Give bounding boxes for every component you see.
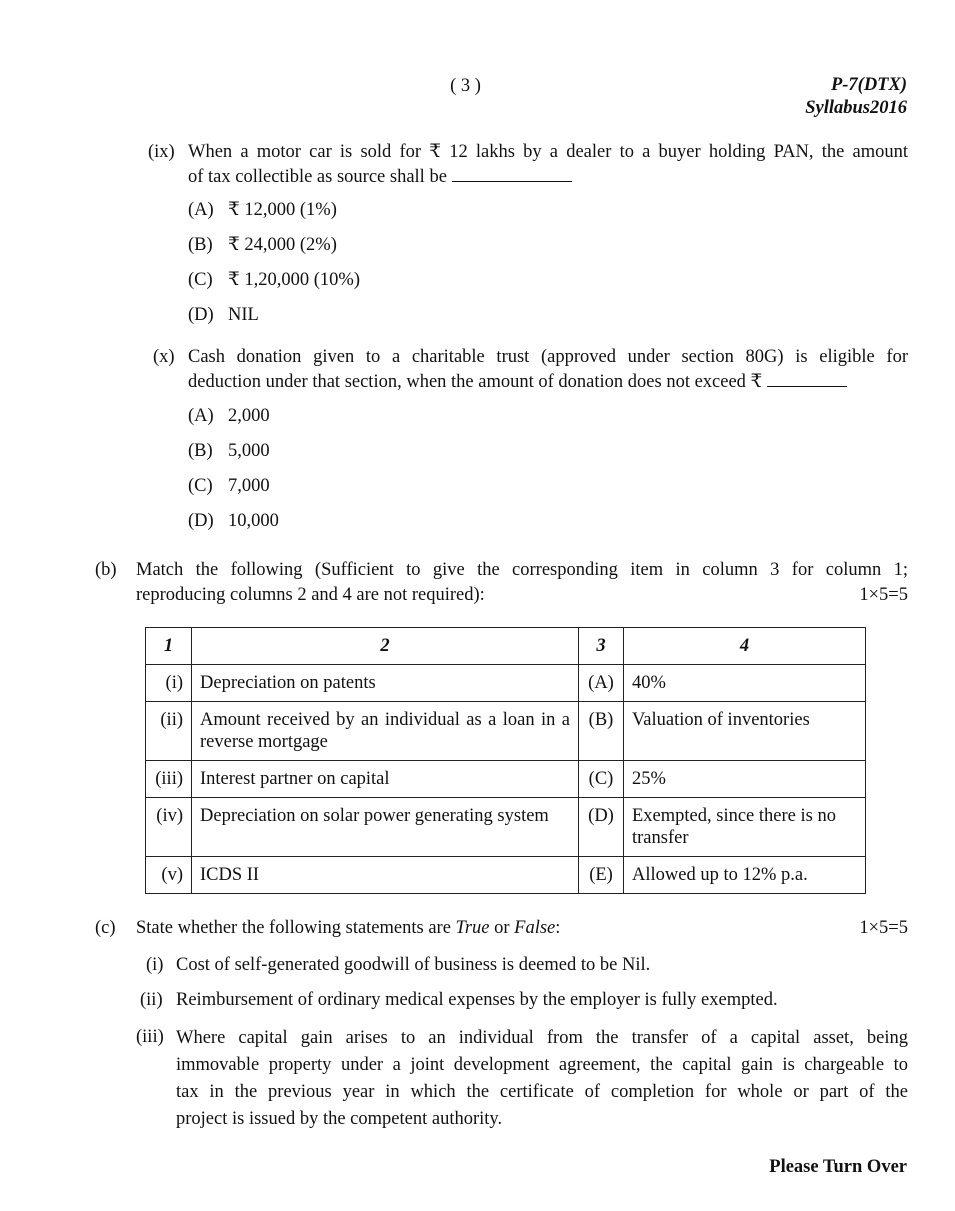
part-b-text: Match the following (Sufficient to give the corresponding item in column 3 for column 1; reproducing columns 2 and 4 are not required): [136, 560, 908, 605]
answer-blank [452, 180, 572, 182]
option-b: (B) ₹ 24,000 (2%) [188, 235, 337, 255]
table-row: (i) Depreciation on patents (A) 40% [146, 665, 866, 702]
table-row: (v) ICDS II (E) Allowed up to 12% p.a. [146, 857, 866, 894]
paper-code: P-7(DTX) [830, 75, 907, 95]
option-d: (D) 10,000 [188, 511, 279, 531]
question-label: (x) [153, 347, 175, 367]
column-header: 1 [146, 628, 192, 665]
paper-code-block [805, 74, 907, 120]
option-a: (A) 2,000 [188, 406, 270, 426]
answer-blank [767, 385, 847, 387]
column-header: 2 [192, 628, 579, 665]
statement-i: (i) Cost of self-generated goodwill of business is deemed to be Nil. [146, 953, 908, 983]
part-b [95, 558, 908, 618]
statement-label: (i) [146, 955, 164, 975]
question-text: When a motor car is sold for ₹ 12 lakhs by a dealer to a buyer holding PAN, the amount of tax collectible as source shall be [188, 142, 908, 187]
part-c-text: State whether the following statements are True or False: [136, 918, 561, 938]
statement-ii: (ii) Reimbursement of ordinary medical expenses by the employer is fully exempted. [140, 988, 908, 1018]
question-label: (ix) [148, 142, 175, 162]
part-label: (c) [95, 918, 116, 938]
option-b: (B) 5,000 [188, 441, 270, 461]
statement-text: Where capital gain arises to an individual from the transfer of a capital asset, being immovable property under a joint development agreement, the capital gain is chargeable to tax in the previous year in which the certificate of completion for whole or part of the project is issued by the competent authority. [176, 1028, 908, 1129]
table-row: (iii) Interest partner on capital (C) 25% [146, 761, 866, 798]
syllabus-label: Syllabus2016 [805, 98, 907, 118]
question-ix [148, 140, 908, 340]
marks-label: 1×5=5 [859, 918, 908, 938]
option-d: (D) NIL [188, 305, 259, 325]
marks-label: 1×5=5 [859, 585, 908, 605]
option-a: (A) ₹ 12,000 (1%) [188, 200, 337, 220]
match-table [145, 627, 866, 894]
page-number: ( 3 ) [450, 76, 481, 96]
please-turn-over: Please Turn Over [769, 1157, 907, 1177]
column-header: 3 [579, 628, 624, 665]
option-c: (C) 7,000 [188, 476, 270, 496]
option-c: (C) ₹ 1,20,000 (10%) [188, 270, 361, 290]
part-label: (b) [95, 560, 117, 580]
table-header-row [146, 628, 866, 665]
table-row: (iv) Depreciation on solar power generating system (D) Exempted, since there is no transfer [146, 798, 866, 857]
question-x [148, 345, 908, 545]
table-row: (ii) Amount received by an individual as a loan in a reverse mortgage (B) Valuation of inventories [146, 702, 866, 761]
statement-label: (iii) [136, 1027, 164, 1047]
question-text: Cash donation given to a charitable trust (approved under section 80G) is eligible for deduction under that section, when the amount of donation does not exceed ₹ [188, 347, 908, 392]
statement-label: (ii) [140, 990, 163, 1010]
part-c [95, 916, 908, 946]
column-header: 4 [624, 628, 866, 665]
statement-iii [136, 1025, 908, 1135]
